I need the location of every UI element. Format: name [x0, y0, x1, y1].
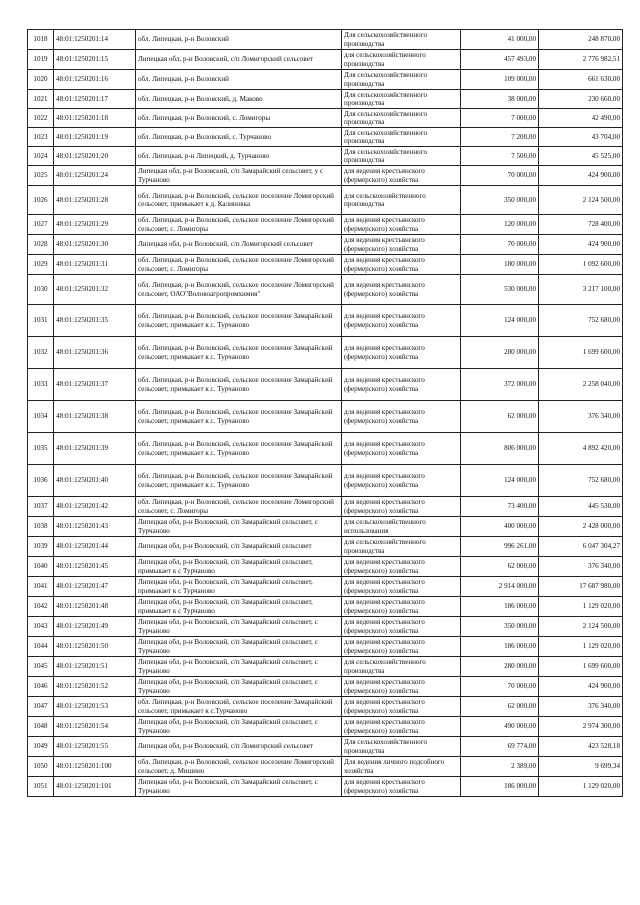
cadastral-value-cell: 1 129 020,00: [539, 777, 623, 797]
address-cell: Липецкая обл, р-н Воловский, с/п Замарайский сельсовет, с Турчаново: [136, 717, 342, 737]
table-row: [28, 186, 623, 215]
area-cell: 70 000,00: [461, 235, 539, 255]
area-cell: 7 200,00: [461, 128, 539, 147]
table-body: [28, 30, 623, 797]
land-use-cell: для ведения крестьянского (фермерского) хозяйства: [342, 401, 461, 433]
row-number-cell: 1041: [28, 577, 54, 597]
area-cell: 70 000,00: [461, 166, 539, 186]
table-row: [28, 50, 623, 70]
cadastral-value-cell: 9 699,34: [539, 757, 623, 777]
address-cell: Липецкая обл, р-н Воловский, с/п Ломигорский сельсовет: [136, 50, 342, 70]
row-number-cell: 1043: [28, 617, 54, 637]
row-number-cell: 1031: [28, 305, 54, 337]
land-use-cell: Для сельскохозяйственного производства: [342, 70, 461, 90]
cadastral-value-cell: 2 124 500,00: [539, 617, 623, 637]
cadastral-value-cell: 728 400,00: [539, 215, 623, 235]
cadastral-number-cell: 48:01:1250201:100: [54, 757, 136, 777]
area-cell: 124 000,00: [461, 465, 539, 497]
cadastral-value-cell: 45 525,00: [539, 147, 623, 166]
row-number-cell: 1040: [28, 557, 54, 577]
row-number-cell: 1042: [28, 597, 54, 617]
row-number-cell: 1047: [28, 697, 54, 717]
land-use-cell: для ведения крестьянского (фермерского) хозяйства: [342, 617, 461, 637]
area-cell: 186 000,00: [461, 597, 539, 617]
cadastral-value-cell: 424 900,00: [539, 166, 623, 186]
table-row: [28, 617, 623, 637]
table-row: [28, 70, 623, 90]
area-cell: 372 000,00: [461, 369, 539, 401]
land-use-cell: для ведения крестьянского (фермерского) хозяйства: [342, 637, 461, 657]
row-number-cell: 1018: [28, 30, 54, 50]
table-row: [28, 737, 623, 757]
cadastral-number-cell: 48:01:1250201:30: [54, 235, 136, 255]
area-cell: 280 000,00: [461, 657, 539, 677]
area-cell: 7 000,00: [461, 109, 539, 128]
cadastral-number-cell: 48:01:1250201:51: [54, 657, 136, 677]
area-cell: 180 000,00: [461, 255, 539, 275]
table-row: [28, 109, 623, 128]
table-row: [28, 369, 623, 401]
area-cell: 38 000,00: [461, 90, 539, 109]
land-use-cell: для сельскохозяйственного производства: [342, 657, 461, 677]
cadastral-value-cell: 2 258 040,00: [539, 369, 623, 401]
table-row: [28, 597, 623, 617]
address-cell: Липецкая обл, р-н Воловский, с/п Ломигорский сельсовет: [136, 235, 342, 255]
cadastral-number-cell: 48:01:1250201:43: [54, 517, 136, 537]
table-row: [28, 30, 623, 50]
cadastral-value-cell: 42 490,00: [539, 109, 623, 128]
address-cell: обл. Липецкая, р-н Воловский, сельское поселение Ломигорский сельсовет, с. Ломигоры: [136, 255, 342, 275]
area-cell: 70 000,00: [461, 677, 539, 697]
cadastral-value-cell: 17 687 980,00: [539, 577, 623, 597]
cadastral-number-cell: 48:01:1250201:17: [54, 90, 136, 109]
table-row: [28, 305, 623, 337]
cadastral-value-cell: 4 892 420,00: [539, 433, 623, 465]
address-cell: обл. Липецкая, р-н Воловский, сельское поселение Ломигорский сельсовет, д. Мишино: [136, 757, 342, 777]
row-number-cell: 1030: [28, 275, 54, 305]
area-cell: 73 400,00: [461, 497, 539, 517]
area-cell: 120 000,00: [461, 215, 539, 235]
land-use-cell: для ведения крестьянского (фермерского) хозяйства: [342, 465, 461, 497]
cadastral-number-cell: 48:01:1250201:55: [54, 737, 136, 757]
cadastral-value-cell: 376 340,00: [539, 557, 623, 577]
area-cell: 400 000,00: [461, 517, 539, 537]
area-cell: 62 000,00: [461, 557, 539, 577]
land-use-cell: для ведения крестьянского (фермерского) хозяйства: [342, 557, 461, 577]
area-cell: 457 493,00: [461, 50, 539, 70]
address-cell: обл. Липецкая, р-н Липецкий, д. Турчаново: [136, 147, 342, 166]
row-number-cell: 1035: [28, 433, 54, 465]
row-number-cell: 1034: [28, 401, 54, 433]
area-cell: 186 000,00: [461, 637, 539, 657]
row-number-cell: 1039: [28, 537, 54, 557]
address-cell: Липецкая обл, р-н Воловский, с/п Замарайский сельсовет, примыкает к с Турчаново: [136, 597, 342, 617]
cadastral-value-cell: 752 680,00: [539, 305, 623, 337]
row-number-cell: 1033: [28, 369, 54, 401]
cadastral-number-cell: 48:01:1250201:40: [54, 465, 136, 497]
land-use-cell: для ведения крестьянского (фермерского) хозяйства: [342, 215, 461, 235]
land-use-cell: для сельскохозяйственного производства: [342, 50, 461, 70]
cadastral-number-cell: 48:01:1250201:45: [54, 557, 136, 577]
cadastral-value-cell: 230 660,00: [539, 90, 623, 109]
land-use-cell: Для сельскохозяйственного производства: [342, 128, 461, 147]
table-row: [28, 337, 623, 369]
area-cell: 2 389,00: [461, 757, 539, 777]
cadastral-value-cell: 376 340,00: [539, 401, 623, 433]
cadastral-number-cell: 48:01:1250201:36: [54, 337, 136, 369]
cadastral-value-cell: 661 630,00: [539, 70, 623, 90]
cadastral-value-cell: 2 428 000,00: [539, 517, 623, 537]
cadastral-value-cell: 1 699 600,00: [539, 337, 623, 369]
cadastral-value-cell: 376 340,00: [539, 697, 623, 717]
table-row: [28, 255, 623, 275]
table-row: [28, 517, 623, 537]
cadastral-number-cell: 48:01:1250201:15: [54, 50, 136, 70]
area-cell: 530 000,00: [461, 275, 539, 305]
address-cell: Липецкая обл, р-н Воловский, с/п Замарайский сельсовет, с Турчаново: [136, 617, 342, 637]
land-use-cell: для ведения крестьянского (фермерского) хозяйства: [342, 697, 461, 717]
land-use-cell: для сельскохозяйственного использования: [342, 517, 461, 537]
row-number-cell: 1036: [28, 465, 54, 497]
area-cell: 124 000,00: [461, 305, 539, 337]
cadastral-value-cell: 424 900,00: [539, 235, 623, 255]
area-cell: 280 000,00: [461, 337, 539, 369]
land-use-cell: для ведения крестьянского (фермерского) хозяйства: [342, 433, 461, 465]
table-row: [28, 215, 623, 235]
address-cell: обл. Липецкая, р-н Воловский, с. Ломигоры: [136, 109, 342, 128]
address-cell: обл. Липецкая, р-н Воловский, сельское поселение Ломигорский сельсовет, примыкает к д. Калиновка: [136, 186, 342, 215]
cadastral-value-cell: 2 974 300,00: [539, 717, 623, 737]
cadastral-number-cell: 48:01:1250201:16: [54, 70, 136, 90]
land-use-cell: для ведения крестьянского (фермерского) хозяйства: [342, 677, 461, 697]
land-use-cell: для ведения крестьянского (фермерского) хозяйства: [342, 577, 461, 597]
row-number-cell: 1050: [28, 757, 54, 777]
cadastral-number-cell: 48:01:1250201:53: [54, 697, 136, 717]
row-number-cell: 1028: [28, 235, 54, 255]
address-cell: Липецкая обл, р-н Воловский, с/п Замарайский сельсовет, с Турчаново: [136, 517, 342, 537]
row-number-cell: 1022: [28, 109, 54, 128]
area-cell: 69 774,00: [461, 737, 539, 757]
land-use-cell: для ведения крестьянского (фермерского) хозяйства: [342, 369, 461, 401]
cadastral-number-cell: 48:01:1250201:35: [54, 305, 136, 337]
table-row: [28, 537, 623, 557]
row-number-cell: 1023: [28, 128, 54, 147]
cadastral-number-cell: 48:01:1250201:47: [54, 577, 136, 597]
address-cell: обл. Липецкая, р-н Воловский, сельское поселение Замарайский сельсовет, примыкает к с. Турчаново: [136, 305, 342, 337]
land-use-cell: для ведения крестьянского (фермерского) хозяйства: [342, 305, 461, 337]
row-number-cell: 1029: [28, 255, 54, 275]
land-use-cell: для ведения крестьянского (фермерского) хозяйства: [342, 717, 461, 737]
row-number-cell: 1038: [28, 517, 54, 537]
land-plots-table: [27, 29, 623, 797]
cadastral-number-cell: 48:01:1250201:101: [54, 777, 136, 797]
address-cell: обл. Липецкая, р-н Воловский, д. Маково: [136, 90, 342, 109]
address-cell: обл. Липецкая, р-н Воловский, сельское поселение Замарайский сельсовет, примыкает к с. Турчаново: [136, 401, 342, 433]
address-cell: обл. Липецкая, р-н Воловский, сельское поселение Замарайский сельсовет, примыкает к с. Турчаново: [136, 369, 342, 401]
cadastral-number-cell: 48:01:1250201:50: [54, 637, 136, 657]
row-number-cell: 1037: [28, 497, 54, 517]
cadastral-number-cell: 48:01:1250201:52: [54, 677, 136, 697]
row-number-cell: 1026: [28, 186, 54, 215]
cadastral-value-cell: 423 528,18: [539, 737, 623, 757]
area-cell: 109 000,00: [461, 70, 539, 90]
cadastral-number-cell: 48:01:1250201:14: [54, 30, 136, 50]
address-cell: обл. Липецкая, р-н Воловский, сельское поселение Замарайский сельсовет, примыкает к с. Турчаново: [136, 433, 342, 465]
cadastral-number-cell: 48:01:1250201:54: [54, 717, 136, 737]
cadastral-value-cell: 3 217 100,00: [539, 275, 623, 305]
land-use-cell: для ведения крестьянского (фермерского) хозяйства: [342, 497, 461, 517]
cadastral-number-cell: 48:01:1250201:31: [54, 255, 136, 275]
cadastral-number-cell: 48:01:1250201:28: [54, 186, 136, 215]
area-cell: 62 000,00: [461, 697, 539, 717]
table-row: [28, 717, 623, 737]
row-number-cell: 1027: [28, 215, 54, 235]
address-cell: обл. Липецкая, р-н Воловский, сельское поселение Замарайский сельсовет, примыкает к с. Турчаново: [136, 337, 342, 369]
row-number-cell: 1046: [28, 677, 54, 697]
cadastral-number-cell: 48:01:1250201:48: [54, 597, 136, 617]
address-cell: Липецкая обл, р-н Воловский, с/п Замарайский сельсовет, примыкает к с Турчаново: [136, 577, 342, 597]
table-row: [28, 577, 623, 597]
cadastral-number-cell: 48:01:1250201:29: [54, 215, 136, 235]
cadastral-number-cell: 48:01:1250201:32: [54, 275, 136, 305]
address-cell: обл. Липецкая, р-н Воловский, с. Турчаново: [136, 128, 342, 147]
row-number-cell: 1048: [28, 717, 54, 737]
land-use-cell: для ведения крестьянского (фермерского) хозяйства: [342, 275, 461, 305]
cadastral-number-cell: 48:01:1250201:20: [54, 147, 136, 166]
table-row: [28, 401, 623, 433]
cadastral-value-cell: 1 699 600,00: [539, 657, 623, 677]
table-row: [28, 235, 623, 255]
address-cell: обл. Липецкая, р-н Воловский, сельское поселение Ломигорский сельсовет, с. Ломигоры: [136, 497, 342, 517]
land-use-cell: для сельскохозяйственного производства: [342, 537, 461, 557]
area-cell: 350 000,00: [461, 186, 539, 215]
table-row: [28, 465, 623, 497]
cadastral-number-cell: 48:01:1250201:39: [54, 433, 136, 465]
area-cell: 996 261,00: [461, 537, 539, 557]
cadastral-number-cell: 48:01:1250201:49: [54, 617, 136, 637]
table-row: [28, 433, 623, 465]
land-use-cell: для ведения крестьянского (фермерского) хозяйства: [342, 597, 461, 617]
row-number-cell: 1021: [28, 90, 54, 109]
row-number-cell: 1051: [28, 777, 54, 797]
table-row: [28, 677, 623, 697]
table-row: [28, 497, 623, 517]
land-use-cell: для ведения крестьянского (фермерского) хозяйства: [342, 777, 461, 797]
area-cell: 186 000,00: [461, 777, 539, 797]
land-use-cell: Для сельскохозяйственного производства: [342, 737, 461, 757]
table-row: [28, 557, 623, 577]
cadastral-number-cell: 48:01:1250201:38: [54, 401, 136, 433]
area-cell: 62 000,00: [461, 401, 539, 433]
address-cell: обл. Липецкая, р-н Воловский, сельское поселение Ломигорский сельсовет, с. Ломигоры: [136, 215, 342, 235]
table-row: [28, 147, 623, 166]
row-number-cell: 1032: [28, 337, 54, 369]
row-number-cell: 1049: [28, 737, 54, 757]
cadastral-value-cell: 424 900,00: [539, 677, 623, 697]
row-number-cell: 1044: [28, 637, 54, 657]
cadastral-number-cell: 48:01:1250201:24: [54, 166, 136, 186]
cadastral-value-cell: 43 704,00: [539, 128, 623, 147]
land-use-cell: Для ведения личного подсобного хозяйства: [342, 757, 461, 777]
cadastral-number-cell: 48:01:1250201:44: [54, 537, 136, 557]
area-cell: 350 000,00: [461, 617, 539, 637]
row-number-cell: 1019: [28, 50, 54, 70]
table-row: [28, 697, 623, 717]
cadastral-number-cell: 48:01:1250201:18: [54, 109, 136, 128]
address-cell: Липецкая обл, р-н Воловский, с/п Замарайский сельсовет, у с Турчаново: [136, 166, 342, 186]
land-use-cell: для ведения крестьянского (фермерского) хозяйства: [342, 337, 461, 369]
address-cell: Липецкая обл, р-н Воловский, с/п Замарайский сельсовет, примыкает к с Турчаново: [136, 557, 342, 577]
cadastral-number-cell: 48:01:1250201:42: [54, 497, 136, 517]
land-use-cell: Для сельскохозяйственного производства: [342, 147, 461, 166]
land-use-cell: Для сельскохозяйственного производства: [342, 90, 461, 109]
cadastral-number-cell: 48:01:1250201:19: [54, 128, 136, 147]
land-use-cell: для сельскохозяйственного производства: [342, 186, 461, 215]
cadastral-value-cell: 2 776 982,51: [539, 50, 623, 70]
cadastral-number-cell: 48:01:1250201:37: [54, 369, 136, 401]
address-cell: обл. Липецкая, р-н Воловский: [136, 30, 342, 50]
address-cell: Липецкая обл, р-н Воловский, с/п Замарайский сельсовет, с Турчаново: [136, 657, 342, 677]
area-cell: 490 000,00: [461, 717, 539, 737]
table-row: [28, 128, 623, 147]
land-use-cell: Для сельскохозяйственного производства: [342, 30, 461, 50]
table-row: [28, 166, 623, 186]
address-cell: обл. Липецкая, р-н Воловский, сельское поселение Ломигорский сельсовет, ОАО"Воловоагропромхимия": [136, 275, 342, 305]
table-row: [28, 637, 623, 657]
table-row: [28, 90, 623, 109]
address-cell: Липецкая обл, р-н Воловский, с/п Замарайский сельсовет, с Турчаново: [136, 777, 342, 797]
cadastral-value-cell: 1 129 020,00: [539, 597, 623, 617]
land-use-cell: для ведения крестьянского (фермерского) хозяйства: [342, 255, 461, 275]
row-number-cell: 1025: [28, 166, 54, 186]
row-number-cell: 1020: [28, 70, 54, 90]
cadastral-value-cell: 248 870,00: [539, 30, 623, 50]
cadastral-value-cell: 752 680,00: [539, 465, 623, 497]
row-number-cell: 1024: [28, 147, 54, 166]
table-row: [28, 657, 623, 677]
cadastral-value-cell: 2 124 500,00: [539, 186, 623, 215]
area-cell: 806 000,00: [461, 433, 539, 465]
area-cell: 41 000,00: [461, 30, 539, 50]
land-use-cell: для ведения крестьянского (фермерского) хозяйства: [342, 235, 461, 255]
address-cell: Липецкая обл, р-н Воловский, с/п Замарайский сельсовет, с Турчаново: [136, 677, 342, 697]
address-cell: обл. Липецкая, р-н Воловский, сельское поселение Замарайский сельсовет, примыкает к с.Турчаново: [136, 697, 342, 717]
address-cell: Липецкая обл, р-н Воловский, с/п Замарайский сельсовет: [136, 537, 342, 557]
address-cell: Липецкая обл, р-н Воловский, с/п Замарайский сельсовет, с Турчаново: [136, 637, 342, 657]
address-cell: обл. Липецкая, р-н Воловский, сельское поселение Замарайский сельсовет, примыкает к с. Турчаново: [136, 465, 342, 497]
cadastral-value-cell: 445 538,00: [539, 497, 623, 517]
land-use-cell: Для сельскохозяйственного производства: [342, 109, 461, 128]
address-cell: Липецкая обл, р-н Воловский, с/п Ломигорский сельсовет: [136, 737, 342, 757]
area-cell: 2 914 000,00: [461, 577, 539, 597]
land-use-cell: для ведения крестьянского (фермерского) хозяйства: [342, 166, 461, 186]
cadastral-value-cell: 1 129 020,00: [539, 637, 623, 657]
table-row: [28, 757, 623, 777]
address-cell: обл. Липецкая, р-н Воловский: [136, 70, 342, 90]
table-row: [28, 275, 623, 305]
cadastral-value-cell: 6 047 304,27: [539, 537, 623, 557]
cadastral-value-cell: 1 092 600,00: [539, 255, 623, 275]
area-cell: 7 500,00: [461, 147, 539, 166]
row-number-cell: 1045: [28, 657, 54, 677]
table-row: [28, 777, 623, 797]
